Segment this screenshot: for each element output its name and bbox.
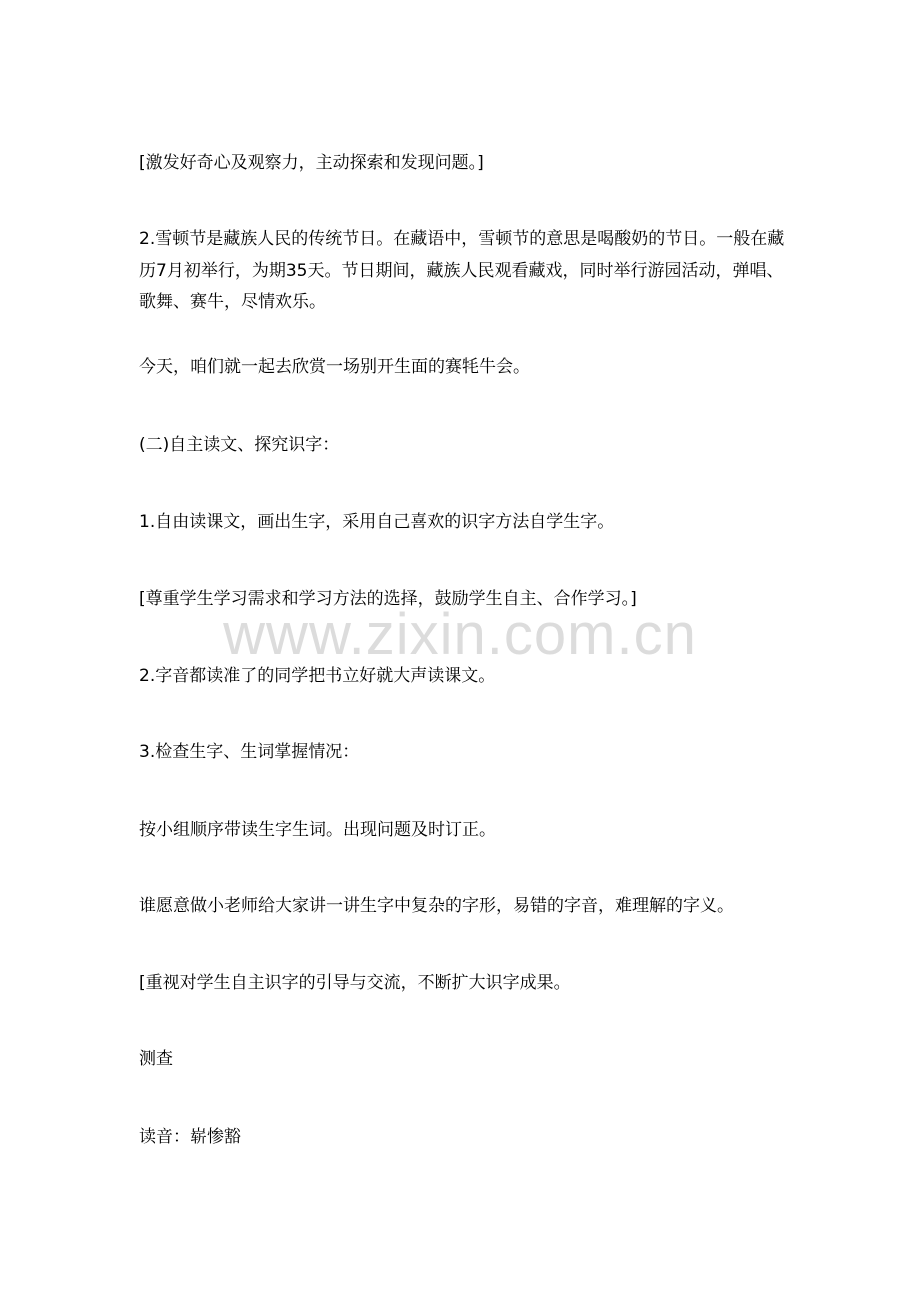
paragraph-note-curiosity: [激发好奇心及观察力，主动探索和发现问题。] (139, 153, 484, 173)
paragraph-today: 今天，咱们就一起去欣赏一场别开生面的赛牦牛会。 (139, 357, 530, 377)
paragraph-shoton-festival: 2.雪顿节是藏族人民的传统节日。在藏语中，雪顿节的意思是喝酸奶的节日。一般在藏历7月初举行，为期35天。节日期间，藏族人民观看藏戏，同时举行游园活动，弹唱、歌舞、赛牛，尽情欢乐。 (139, 229, 785, 312)
paragraph-note-respect: [尊重学生学习需求和学习方法的选择，鼓励学生自主、合作学习。] (139, 589, 637, 609)
section-heading-self-reading: (二)自主读文、探究识字： (139, 435, 340, 455)
paragraph-pronunciation: 读音：崭惨豁 (139, 1127, 241, 1147)
paragraph-group-reading: 按小组顺序带读生字生词。出现问题及时订正。 (139, 820, 496, 840)
heading-test: 测查 (139, 1049, 173, 1069)
paragraph-little-teacher: 谁愿意做小老师给大家讲一讲生字中复杂的字形，易错的字音，难理解的字义。 (139, 896, 734, 916)
paragraph-step-2: 2.字音都读准了的同学把书立好就大声读课文。 (139, 666, 496, 686)
watermark-text: www.zixin.com.cn (223, 602, 697, 667)
paragraph-step-3: 3.检查生字、生词掌握情况： (139, 742, 360, 762)
paragraph-step-1: 1.自由读课文，画出生字，采用自己喜欢的识字方法自学生字。 (139, 512, 615, 532)
paragraph-note-emphasis: [重视对学生自主识字的引导与交流，不断扩大识字成果。 (139, 973, 571, 993)
